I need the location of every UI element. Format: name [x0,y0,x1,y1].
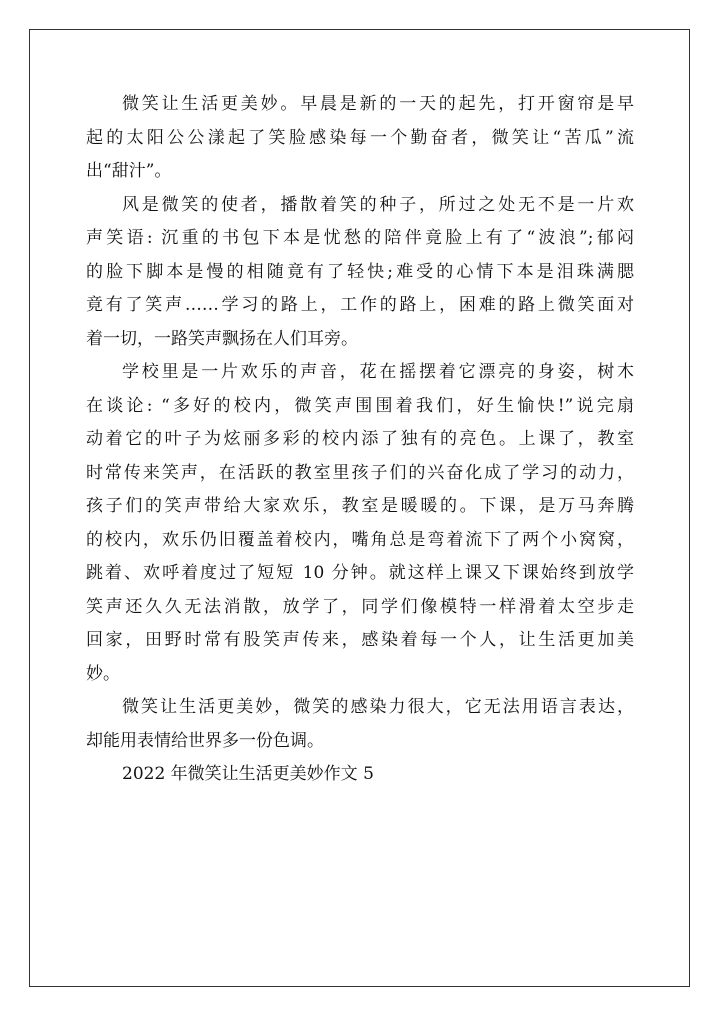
text-line: 风是微笑的使者，播散着笑的种子，所过之处无不是一片欢 [122,194,634,215]
text-line: 着一切，一路笑声飘扬在人们耳旁。 [86,328,358,349]
text-line: 起的太阳公公漾起了笑脸感染每一个勤奋者，微笑让“苦瓜”流 [86,127,634,148]
section-heading: 2022 年微笑让生活更美妙作文 5 [122,764,374,784]
text-line: 微笑让生活更美妙，微笑的感染力很大，它无法用语言表达， [122,697,634,717]
text-line: 竟有了笑声……学习的路上，工作的路上，困难的路上微笑面对 [86,295,634,315]
text-line: 在谈论: “多好的校内，微笑声围围着我们，好生愉快!”说完扇 [86,395,634,416]
text-line: 却能用表情给世界多一份色调。 [86,730,324,751]
text-line: 动着它的叶子为炫丽多彩的校内添了独有的亮色。上课了，教室 [86,429,634,449]
text-line: 笑声还久久无法消散，放学了，同学们像模特一样滑着太空步走 [86,596,634,617]
paragraph [86,356,634,691]
paragraph [86,88,634,189]
text-line: 微笑让生活更美妙。早晨是新的一天的起先，打开窗帘是早 [122,94,634,114]
text-line: 时常传来笑声，在活跃的教室里孩子们的兴奋化成了学习的动力， [86,462,634,483]
paragraph [86,758,634,792]
paragraph [86,691,634,758]
text-line: 跳着、欢呼着度过了短短 10 分钟。就这样上课又下课始终到放学 [86,563,634,583]
document-body [86,88,634,792]
text-line: 妙。 [86,663,120,684]
text-line: 学校里是一片欢乐的声音，花在摇摆着它漂亮的身姿，树木 [122,362,634,382]
text-line: 回家，田野时常有股笑声传来，感染着每一个人，让生活更加美 [86,630,634,650]
text-line: 孩子们的笑声带给大家欢乐，教室是暖暖的。下课，是万马奔腾 [86,496,634,516]
text-line: 的校内，欢乐仍旧覆盖着校内，嘴角总是弯着流下了两个小窝窝， [86,529,634,550]
paragraph [86,189,634,357]
text-line: 声笑语: 沉重的书包下本是忧愁的陪伴竟脸上有了“波浪”;郁闷 [86,228,634,248]
text-line: 的脸下脚本是慢的相随竟有了轻快;难受的心情下本是泪珠满腮 [86,261,634,282]
text-line: 出“甜汁”。 [86,161,172,181]
